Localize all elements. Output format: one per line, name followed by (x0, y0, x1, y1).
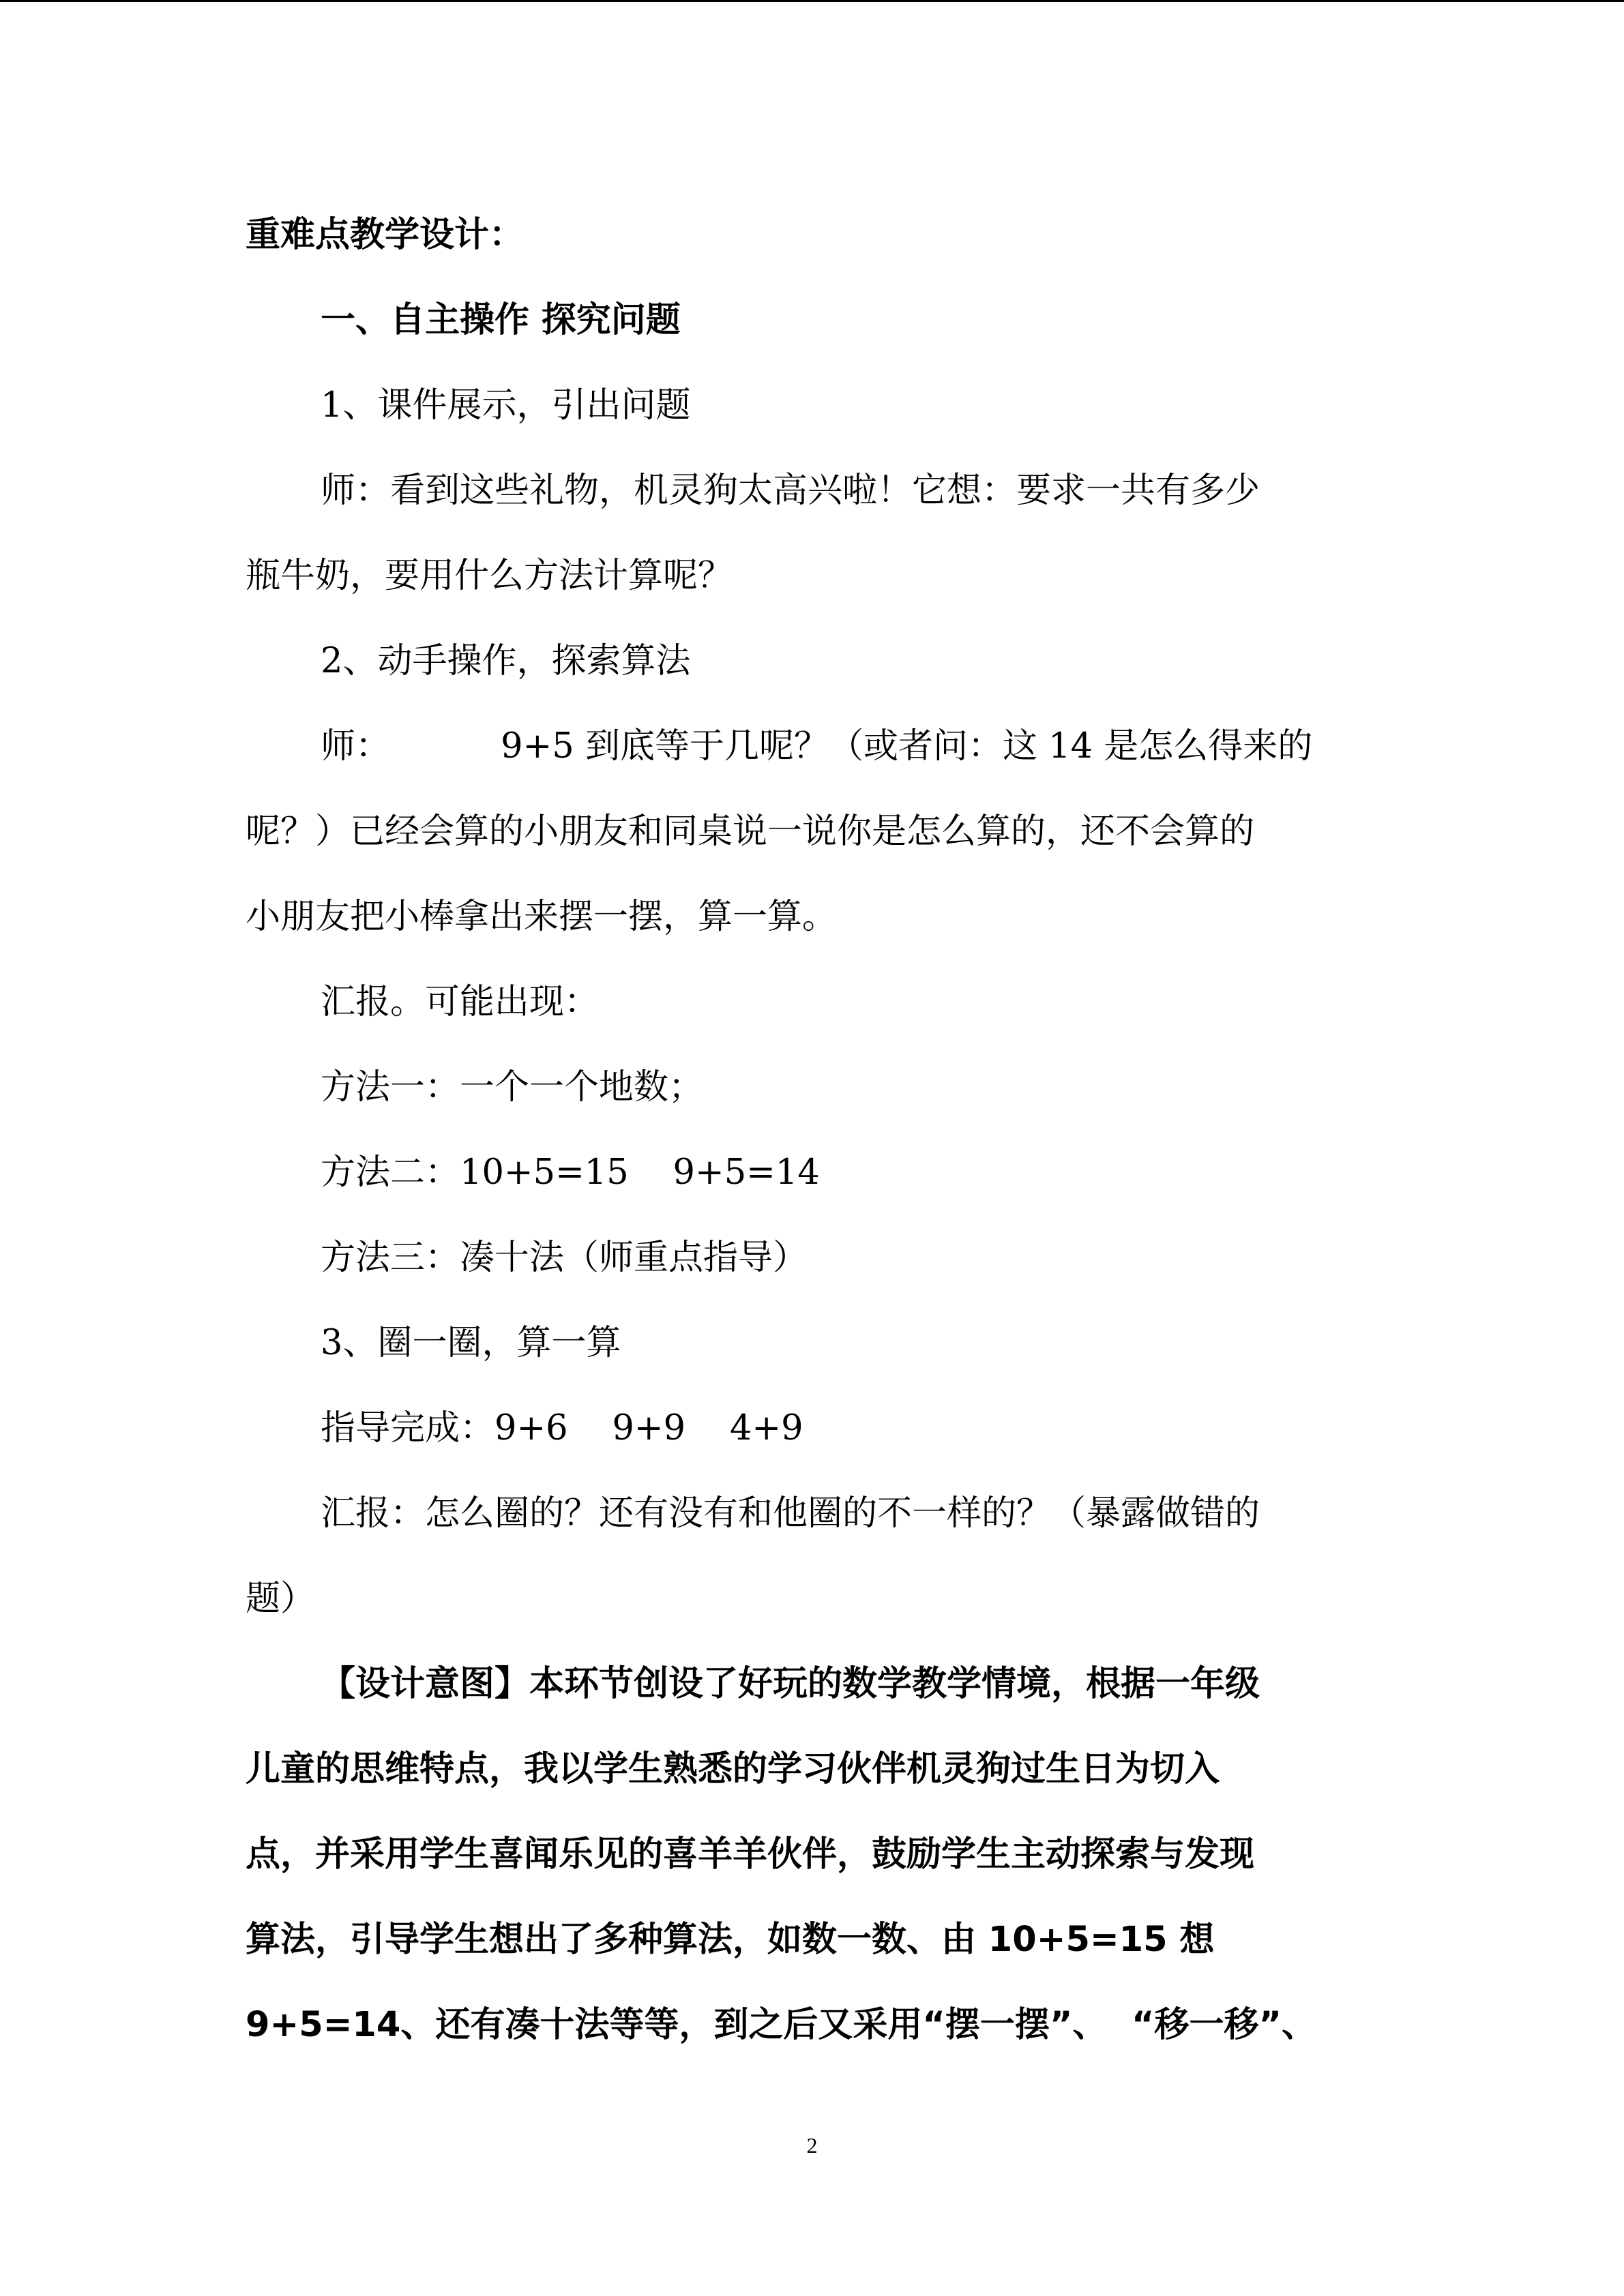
method-1: 方法一：一个一个地数； (321, 1067, 704, 1107)
section-title: 一、自主操作 探究问题 (321, 300, 681, 340)
design-intent-line-2: 儿童的思维特点，我以学生熟悉的学习伙伴机灵狗过生日为切入 (246, 1749, 1220, 1789)
method-2: 方法二：10+5=15 9+5=14 (321, 1152, 820, 1193)
page-number: 2 (806, 2133, 818, 2158)
method-3: 方法三：凑十法（师重点指导） (321, 1238, 808, 1278)
item-1: 1、课件展示，引出问题 (321, 385, 691, 426)
top-border-line (0, 0, 1624, 2)
paragraph-1-line-1: 师：看到这些礼物，机灵狗太高兴啦！它想：要求一共有多少 (321, 471, 1260, 511)
paragraph-1-line-2: 瓶牛奶，要用什么方法计算呢？ (246, 556, 733, 596)
report-2-line-2: 题） (246, 1579, 316, 1619)
paragraph-2-line-2: 呢？）已经会算的小朋友和同桌说一说你是怎么算的，还不会算的 (246, 811, 1255, 852)
paragraph-2-line-3: 小朋友把小棒拿出来摆一摆，算一算。 (246, 897, 838, 937)
design-intent-line-3: 点，并采用学生喜闻乐见的喜羊羊伙伴，鼓励学生主动探索与发现 (246, 1834, 1255, 1875)
paragraph-2-line-1: 师： 9+5 到底等于几呢？（或者问：这 14 是怎么得来的 (321, 726, 1313, 766)
design-intent-line-1: 【设计意图】本环节创设了好玩的数学教学情境，根据一年级 (321, 1664, 1260, 1704)
guide-line: 指导完成：9+6 9+9 4+9 (321, 1408, 803, 1448)
report-2-line-1: 汇报：怎么圈的？还有没有和他圈的不一样的？（暴露做错的 (321, 1493, 1260, 1534)
item-2: 2、动手操作，探索算法 (321, 641, 691, 681)
design-intent-line-5: 9+5=14、还有凑十法等等，到之后又采用“摆一摆”、 “移一移”、 (246, 2005, 1316, 2045)
item-3: 3、圈一圈，算一算 (321, 1323, 621, 1363)
document-heading: 重难点教学设计： (246, 215, 525, 255)
design-intent-line-4: 算法，引导学生想出了多种算法，如数一数、由 10+5=15 想 (246, 1920, 1215, 1960)
report-intro: 汇报。可能出现： (321, 982, 600, 1022)
